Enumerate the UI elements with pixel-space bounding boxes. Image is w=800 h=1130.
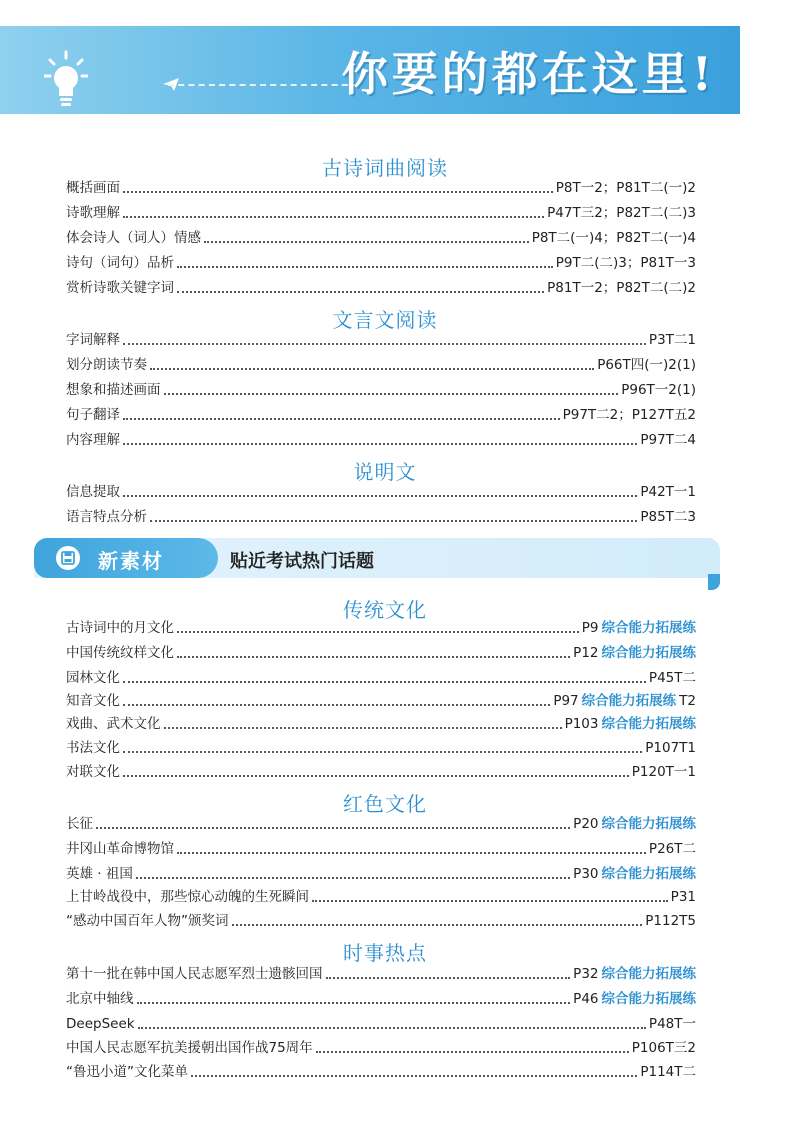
page-number: P20	[573, 816, 599, 832]
dot-leader	[177, 852, 646, 854]
page-number: P85T二3	[640, 509, 696, 525]
save-document-icon	[56, 546, 80, 570]
entry-page-ref	[632, 764, 696, 780]
entry-page-ref	[573, 816, 696, 832]
dot-leader	[123, 216, 544, 218]
dot-leader	[123, 704, 550, 706]
entry-label: “感动中国百年人物”颁奖词	[66, 913, 229, 929]
entry-label: 古诗词中的月文化	[66, 620, 174, 636]
entry-label: 语言特点分析	[66, 509, 147, 525]
exercise-tag: 综合能力拓展练	[601, 866, 696, 882]
entry-label: 划分朗读节奏	[66, 357, 147, 373]
entry-page-ref	[597, 357, 696, 373]
band-tail	[708, 574, 720, 590]
entry-label: 内容理解	[66, 432, 120, 448]
toc-entry	[66, 1060, 696, 1080]
toc-entry	[66, 962, 696, 982]
page-number: P45T二	[648, 670, 696, 686]
dot-leader	[232, 924, 643, 926]
entry-page-ref	[547, 280, 696, 296]
new-material-band	[34, 538, 720, 578]
page-number: P81T一2；P82T二(二)2	[547, 280, 696, 296]
entry-page-ref	[573, 645, 696, 661]
page-number: P66T四(一)2(1)	[597, 357, 696, 373]
toc-entry	[66, 251, 696, 271]
entry-page-ref	[556, 180, 696, 196]
toc-entry	[66, 226, 696, 246]
entry-page-ref	[645, 913, 696, 929]
entry-label: 赏析诗歌关键字词	[66, 280, 174, 296]
entry-page-ref	[565, 716, 696, 732]
toc-entry	[66, 505, 696, 525]
dot-leader	[96, 827, 570, 829]
dot-leader	[123, 191, 553, 193]
dot-leader	[204, 241, 529, 243]
page-suffix: T2	[679, 693, 696, 709]
toc-entry	[66, 201, 696, 221]
page-number: P32	[573, 966, 599, 982]
page-number: P30	[573, 866, 599, 882]
page-number: P97T二4	[640, 432, 696, 448]
toc-entry	[66, 641, 696, 661]
toc-entry	[66, 403, 696, 423]
page-number: P3T二1	[648, 332, 696, 348]
header-banner	[0, 26, 740, 114]
entry-page-ref	[671, 889, 696, 905]
entry-label: 书法文化	[66, 740, 120, 756]
entry-label: 对联文化	[66, 764, 120, 780]
exercise-tag: 综合能力拓展练	[601, 966, 696, 982]
entry-label: 英雄 · 祖国	[66, 866, 133, 882]
toc-entry	[66, 987, 696, 1007]
lightbulb-icon	[44, 50, 88, 110]
band-subtitle: 贴近考试热门话题	[230, 551, 374, 572]
page-number: P120T一1	[631, 764, 696, 780]
page-number: P114T二	[640, 1064, 696, 1080]
dot-leader	[177, 266, 553, 268]
band-label: 新素材	[98, 549, 164, 573]
section-title: 古诗词曲阅读	[322, 156, 448, 180]
toc-entry	[66, 862, 696, 882]
section-title: 传统文化	[343, 598, 427, 622]
dot-leader	[326, 977, 571, 979]
dot-leader	[177, 631, 579, 633]
page-number: P48T一	[648, 1016, 696, 1032]
section-title: 文言文阅读	[332, 308, 438, 332]
dot-leader	[164, 727, 562, 729]
toc-entry	[66, 353, 696, 373]
entry-label: 中国传统纹样文化	[66, 645, 174, 661]
exercise-tag: 综合能力拓展练	[581, 693, 677, 709]
toc-entry	[66, 736, 696, 756]
entry-page-ref	[573, 966, 696, 982]
toc-entry	[66, 480, 696, 500]
toc-entry	[66, 176, 696, 196]
toc-entry	[66, 812, 696, 832]
page-number: P112T5	[645, 913, 696, 929]
entry-page-ref	[621, 382, 696, 398]
dot-leader	[191, 1075, 637, 1077]
entry-page-ref	[556, 255, 696, 271]
exercise-tag: 综合能力拓展练	[601, 991, 696, 1007]
section-title: 说明文	[353, 460, 417, 484]
dot-leader	[316, 1051, 629, 1053]
entry-page-ref	[563, 407, 696, 423]
entry-page-ref	[649, 332, 696, 348]
toc-entry	[66, 909, 696, 929]
entry-page-ref	[547, 205, 696, 221]
dot-leader	[164, 393, 619, 395]
dot-leader	[150, 520, 637, 522]
exercise-tag: 综合能力拓展练	[601, 816, 696, 832]
page-number: P103	[564, 716, 599, 732]
toc-entry	[66, 1012, 696, 1032]
entry-label: 字词解释	[66, 332, 120, 348]
page-number: P47T三2；P82T二(二)3	[547, 205, 696, 221]
entry-page-ref	[553, 693, 696, 709]
exercise-tag: 综合能力拓展练	[601, 620, 696, 636]
dot-leader	[123, 443, 637, 445]
entry-label: 信息提取	[66, 484, 120, 500]
toc-entry	[66, 328, 696, 348]
section-title: 时事热点	[343, 941, 427, 965]
dot-leader	[312, 900, 668, 902]
page-number: P8T二(一)4；P82T二(一)4	[531, 230, 696, 246]
entry-page-ref	[649, 841, 696, 857]
entry-page-ref	[649, 670, 696, 686]
toc-entry	[66, 616, 696, 636]
dot-leader	[177, 656, 570, 658]
entry-page-ref	[573, 866, 696, 882]
entry-page-ref	[640, 432, 696, 448]
entry-label: 中国人民志愿军抗美援朝出国作战75周年	[66, 1040, 313, 1056]
entry-page-ref	[645, 740, 696, 756]
toc-entry	[66, 666, 696, 686]
entry-label: 井冈山革命博物馆	[66, 841, 174, 857]
page-title: 你要的都在这里!	[341, 47, 716, 101]
toc-entry	[66, 1036, 696, 1056]
toc-entry	[66, 276, 696, 296]
toc-entry	[66, 760, 696, 780]
dot-leader	[150, 368, 594, 370]
entry-label: 诗歌理解	[66, 205, 120, 221]
dot-leader	[123, 343, 646, 345]
entry-page-ref	[640, 509, 696, 525]
toc-entry	[66, 428, 696, 448]
dot-leader	[123, 775, 629, 777]
entry-page-ref	[640, 484, 696, 500]
page-number: P31	[670, 889, 696, 905]
exercise-tag: 综合能力拓展练	[601, 716, 696, 732]
toc-entry	[66, 712, 696, 732]
entry-label: 园林文化	[66, 670, 120, 686]
page-number: P26T二	[648, 841, 696, 857]
page-number: P97T二2；P127T五2	[562, 407, 696, 423]
entry-page-ref	[582, 620, 696, 636]
toc-entry	[66, 378, 696, 398]
entry-page-ref	[640, 1064, 696, 1080]
page-number: P9T二(二)3；P81T一3	[555, 255, 696, 271]
entry-label: 诗句（词句）品析	[66, 255, 174, 271]
entry-label: 句子翻译	[66, 407, 120, 423]
entry-label: 第十一批在韩中国人民志愿军烈士遗骸回国	[66, 966, 323, 982]
entry-label: 戏曲、武术文化	[66, 716, 161, 732]
page-number: P8T一2；P81T二(一)2	[555, 180, 696, 196]
entry-label: 概括画面	[66, 180, 120, 196]
page-number: P9	[581, 620, 599, 636]
page-number: P107T1	[645, 740, 696, 756]
page-number: P106T三2	[631, 1040, 696, 1056]
toc-entry	[66, 689, 696, 709]
entry-label: DeepSeek	[66, 1016, 135, 1032]
exercise-tag: 综合能力拓展练	[601, 645, 696, 661]
dot-leader	[136, 877, 570, 879]
entry-label: 北京中轴线	[66, 991, 134, 1007]
dot-leader	[123, 418, 560, 420]
entry-page-ref	[649, 1016, 696, 1032]
dashed-line	[168, 84, 358, 86]
page-number: P42T一1	[640, 484, 696, 500]
new-material-pill	[34, 538, 218, 578]
entry-page-ref	[532, 230, 696, 246]
page-number: P46	[573, 991, 599, 1007]
page-number: P97	[553, 693, 579, 709]
dot-leader	[138, 1027, 646, 1029]
page-number: P12	[573, 645, 599, 661]
entry-page-ref	[573, 991, 696, 1007]
section-title: 红色文化	[343, 792, 427, 816]
entry-label: “鲁迅小道”文化菜单	[66, 1064, 188, 1080]
entry-label: 长征	[66, 816, 93, 832]
entry-label: 体会诗人（词人）情感	[66, 230, 201, 246]
dot-leader	[123, 681, 646, 683]
entry-label: 想象和描述画面	[66, 382, 161, 398]
entry-label: 上甘岭战役中，那些惊心动魄的生死瞬间	[66, 889, 309, 905]
dot-leader	[123, 495, 637, 497]
dot-leader	[137, 1002, 571, 1004]
entry-label: 知音文化	[66, 693, 120, 709]
dot-leader	[123, 751, 642, 753]
toc-entry	[66, 885, 696, 905]
page-number: P96T一2(1)	[621, 382, 696, 398]
dot-leader	[177, 291, 544, 293]
toc-entry	[66, 837, 696, 857]
entry-page-ref	[632, 1040, 696, 1056]
